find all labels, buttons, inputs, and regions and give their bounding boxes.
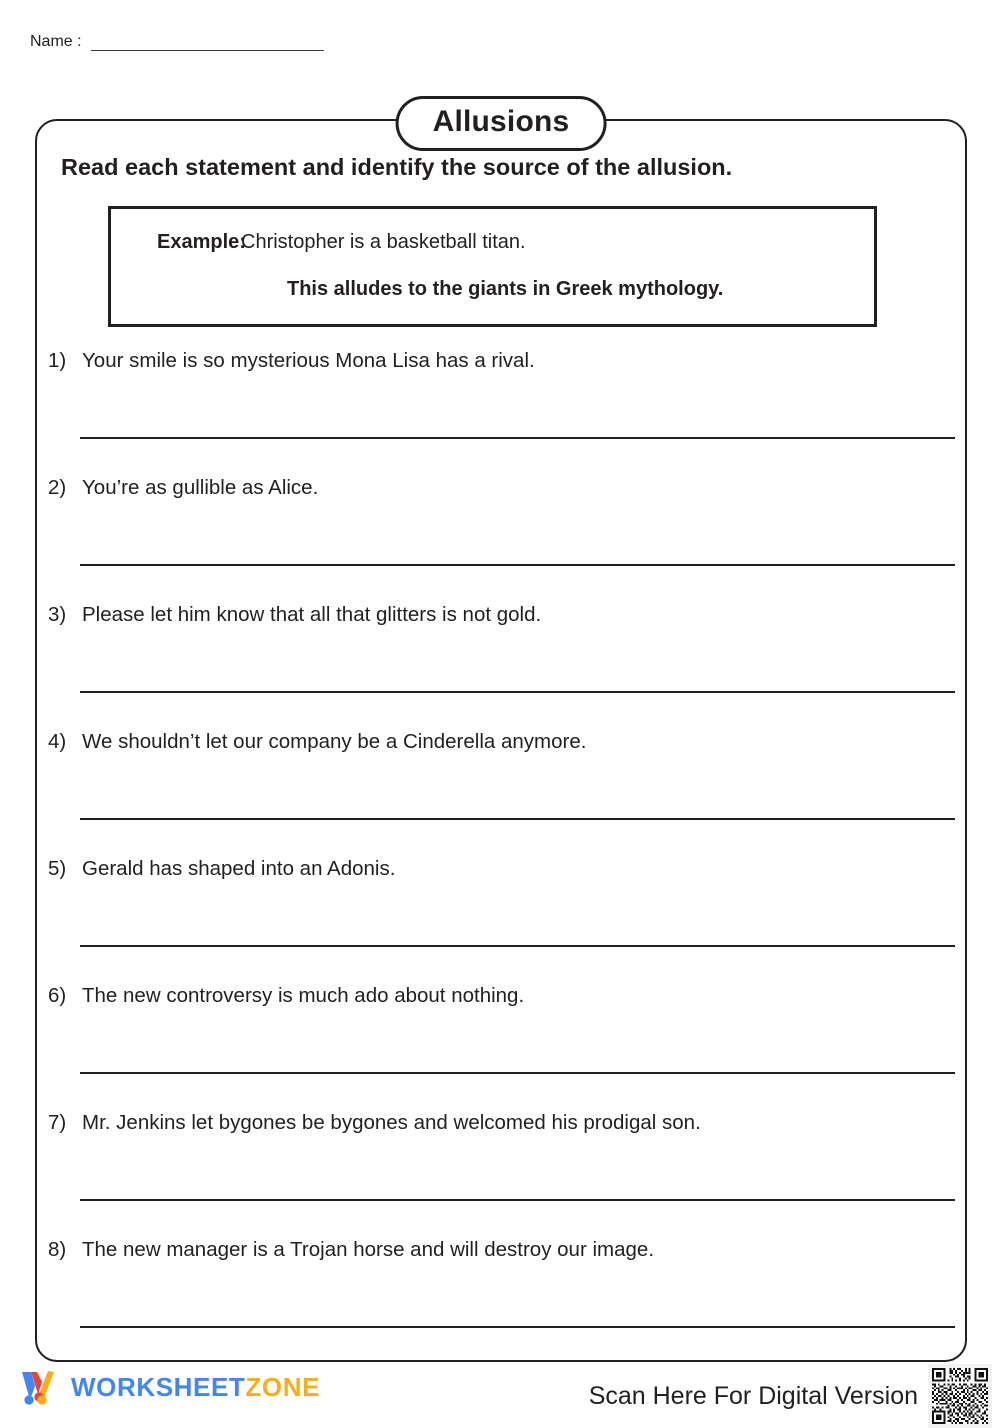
worksheet-frame	[35, 105, 967, 1362]
brand-text	[71, 1372, 320, 1402]
instruction-text: Read each statement and identify the source of the allusion.	[61, 154, 733, 180]
question-text: Please let him know that all that glitters is not gold.	[82, 603, 542, 626]
answer-line[interactable]	[80, 691, 955, 693]
question-row	[45, 982, 524, 1010]
question-item	[37, 474, 969, 601]
question-number: 7)	[48, 1111, 67, 1134]
question-item	[37, 601, 969, 728]
question-item	[37, 1109, 969, 1236]
qr-code-icon[interactable]	[928, 1364, 992, 1428]
worksheet-title-pill	[396, 96, 607, 151]
question-row	[45, 1236, 654, 1264]
question-text: You’re as gullible as Alice.	[82, 476, 319, 499]
answer-line[interactable]	[80, 564, 955, 566]
question-row	[45, 1109, 701, 1137]
scan-instruction-text: Scan Here For Digital Version	[588, 1382, 918, 1410]
question-text: Your smile is so mysterious Mona Lisa has a rival.	[82, 349, 535, 372]
question-row	[45, 474, 318, 502]
answer-line[interactable]	[80, 1199, 955, 1201]
question-item	[37, 982, 969, 1109]
question-number: 8)	[48, 1238, 67, 1261]
question-row	[45, 728, 586, 756]
answer-line[interactable]	[80, 437, 955, 439]
footer	[0, 1362, 1000, 1415]
question-list	[37, 347, 969, 1363]
question-item	[37, 1236, 969, 1363]
worksheet-zone-logo-icon	[17, 1366, 61, 1408]
answer-line[interactable]	[80, 945, 955, 947]
example-label: Example:	[157, 231, 246, 253]
question-text: The new controversy is much ado about nothing.	[82, 984, 525, 1007]
answer-line[interactable]	[80, 818, 955, 820]
example-answer-row	[111, 274, 874, 304]
example-statement: Christopher is a basketball titan.	[241, 231, 526, 253]
question-number: 4)	[48, 730, 67, 753]
question-row	[45, 601, 541, 629]
question-row	[45, 855, 395, 883]
example-statement-row	[111, 227, 874, 257]
brand-text-primary: WORKSHEET	[71, 1372, 246, 1402]
brand-logo[interactable]	[17, 1366, 320, 1408]
question-number: 2)	[48, 476, 67, 499]
question-number: 6)	[48, 984, 67, 1007]
question-item	[37, 347, 969, 474]
example-answer: This alludes to the giants in Greek mythology.	[287, 278, 724, 300]
answer-line[interactable]	[80, 1072, 955, 1074]
question-text: Mr. Jenkins let bygones be bygones and welcomed his prodigal son.	[82, 1111, 701, 1134]
answer-line[interactable]	[80, 1326, 955, 1328]
question-item	[37, 855, 969, 982]
question-text: Gerald has shaped into an Adonis.	[82, 857, 396, 880]
name-row	[30, 33, 324, 51]
brand-text-secondary: ZONE	[245, 1372, 321, 1402]
name-label: Name :	[30, 33, 82, 50]
question-text: The new manager is a Trojan horse and will destroy our image.	[82, 1238, 655, 1261]
name-input-blank[interactable]	[91, 33, 324, 51]
question-number: 3)	[48, 603, 67, 626]
question-number: 1)	[48, 349, 67, 372]
question-number: 5)	[48, 857, 67, 880]
scan-area	[589, 1364, 992, 1428]
question-row	[45, 347, 535, 375]
example-box	[108, 206, 877, 327]
question-text: We shouldn’t let our company be a Cinderella anymore.	[82, 730, 587, 753]
question-item	[37, 728, 969, 855]
page-title: Allusions	[432, 105, 570, 138]
